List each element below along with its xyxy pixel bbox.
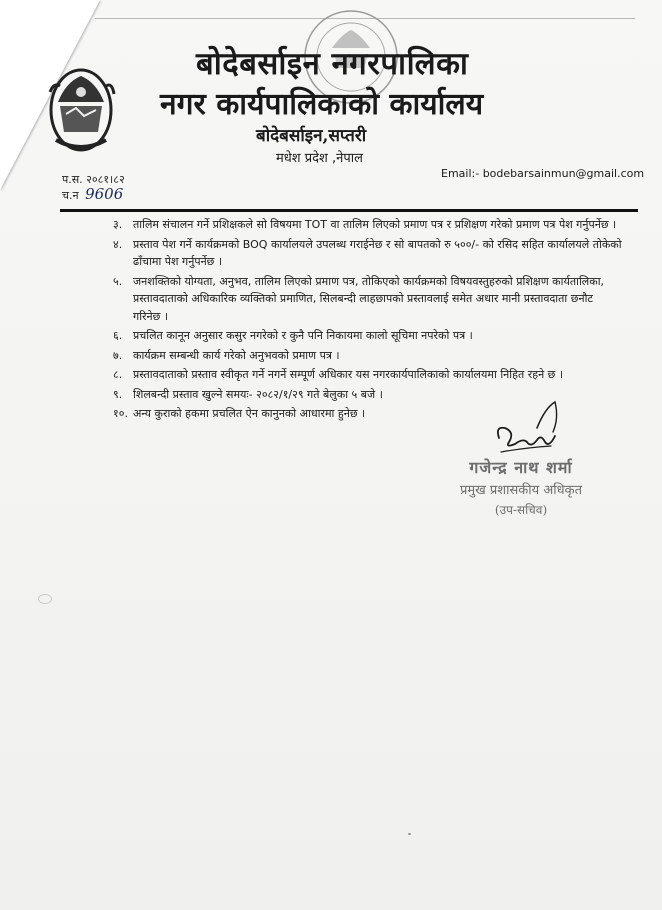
item-number: ६. (113, 329, 123, 342)
reference-block (62, 172, 125, 203)
signature-icon (493, 398, 565, 460)
item-text: शिलबन्दी प्रस्ताव खुल्ने समयः- २०८२/१/२९ गते बेलुका ५ बजे । (133, 387, 383, 401)
list-item (113, 327, 623, 345)
item-number: १०. (113, 407, 128, 420)
office-province: मधेश प्रदेश ,नेपाल (276, 151, 363, 166)
chalani-number: 9606 (85, 185, 124, 203)
item-text: जनशक्तिको योग्यता, अनुभव, तालिम लिएको प्रमाण पत्र, तोकिएको कार्यक्रमको विषयवस्तुहरुको प्रशिक्षण कार्यतालिका, प्रस्तावदाताको अधिकारिक व्यक्तिको प्रमाणित, सिलबन्दी लाहछापको प्रस्तावलाई समेत अधार मानी प्रस्तावदाता छनौट गरिनेछ । (133, 274, 605, 323)
chalani-label: च.न (62, 189, 79, 202)
paper-speck (408, 833, 411, 835)
item-text: प्रस्ताव पेश गर्ने कार्यक्रमको BOQ कार्यालयले उपलब्ध गराईनेछ र सो बापतको रु ५००/- को रसिद सहित कार्यालयले तोकेको ढाँचामा पेश गर्नुपर्नेछ । (133, 237, 622, 268)
office-subtitle: नगर कार्यपालिकाको कार्यालय (160, 87, 484, 122)
item-number: ५. (113, 274, 123, 288)
signatory-name: गजेन्द्र नाथ शर्मा (469, 458, 573, 477)
header-divider (60, 209, 638, 212)
list-item (113, 273, 623, 326)
item-text: प्रस्तावदाताको प्रस्ताव स्वीकृत गर्ने नगर्ने सम्पूर्ण अधिकार यस नगरकार्यपालिकाको कार्यालयमा निहित रहने छ । (133, 368, 564, 381)
email-address: Email:- bodebarsainmun@gmail.com (441, 167, 645, 180)
office-address: बोदेबर्साइन,सप्तरी (256, 126, 367, 146)
signatory-stamp (436, 456, 606, 518)
conditions-list (113, 216, 623, 425)
nepal-emblem-icon (46, 62, 116, 158)
item-text: अन्य कुराको हकमा प्रचलित ऐन कानुनको आधारमा हुनेछ । (133, 407, 366, 420)
signatory-title: प्रमुख प्रशासकीय अधिकृत (459, 483, 583, 498)
signatory-rank: (उप-सचिव) (494, 503, 548, 517)
patra-sankhya: प.स. २०८१।८२ (62, 173, 125, 186)
chalani-line (62, 187, 125, 203)
punch-hole-mark (38, 594, 52, 604)
office-name: बोदेबर्साइन नगरपालिका (196, 46, 469, 82)
list-item (113, 347, 623, 365)
item-number: ७. (113, 348, 123, 362)
item-number: ९. (113, 387, 123, 401)
item-number: ८. (113, 368, 123, 381)
list-item (113, 216, 623, 234)
item-number: ४. (113, 237, 123, 251)
list-item (113, 366, 623, 384)
item-text: प्रचलित कानून अनुसार कसुर नगरेको र कुनै पनि निकायमा कालो सूचिमा नपरेको पत्र । (133, 329, 473, 342)
list-item (113, 236, 623, 271)
item-text: कार्यक्रम सम्बन्धी कार्य गरेको अनुभवको प्रमाण पत्र । (133, 348, 340, 362)
item-number: ३. (113, 218, 123, 231)
item-text: तालिम संचालन गर्ने प्रशिक्षकले सो विषयमा TOT वा तालिम लिएको प्रमाण पत्र र प्रशिक्षण गरेको प्रमाण पत्र पेश गर्नुपर्नेछ । (133, 218, 617, 231)
